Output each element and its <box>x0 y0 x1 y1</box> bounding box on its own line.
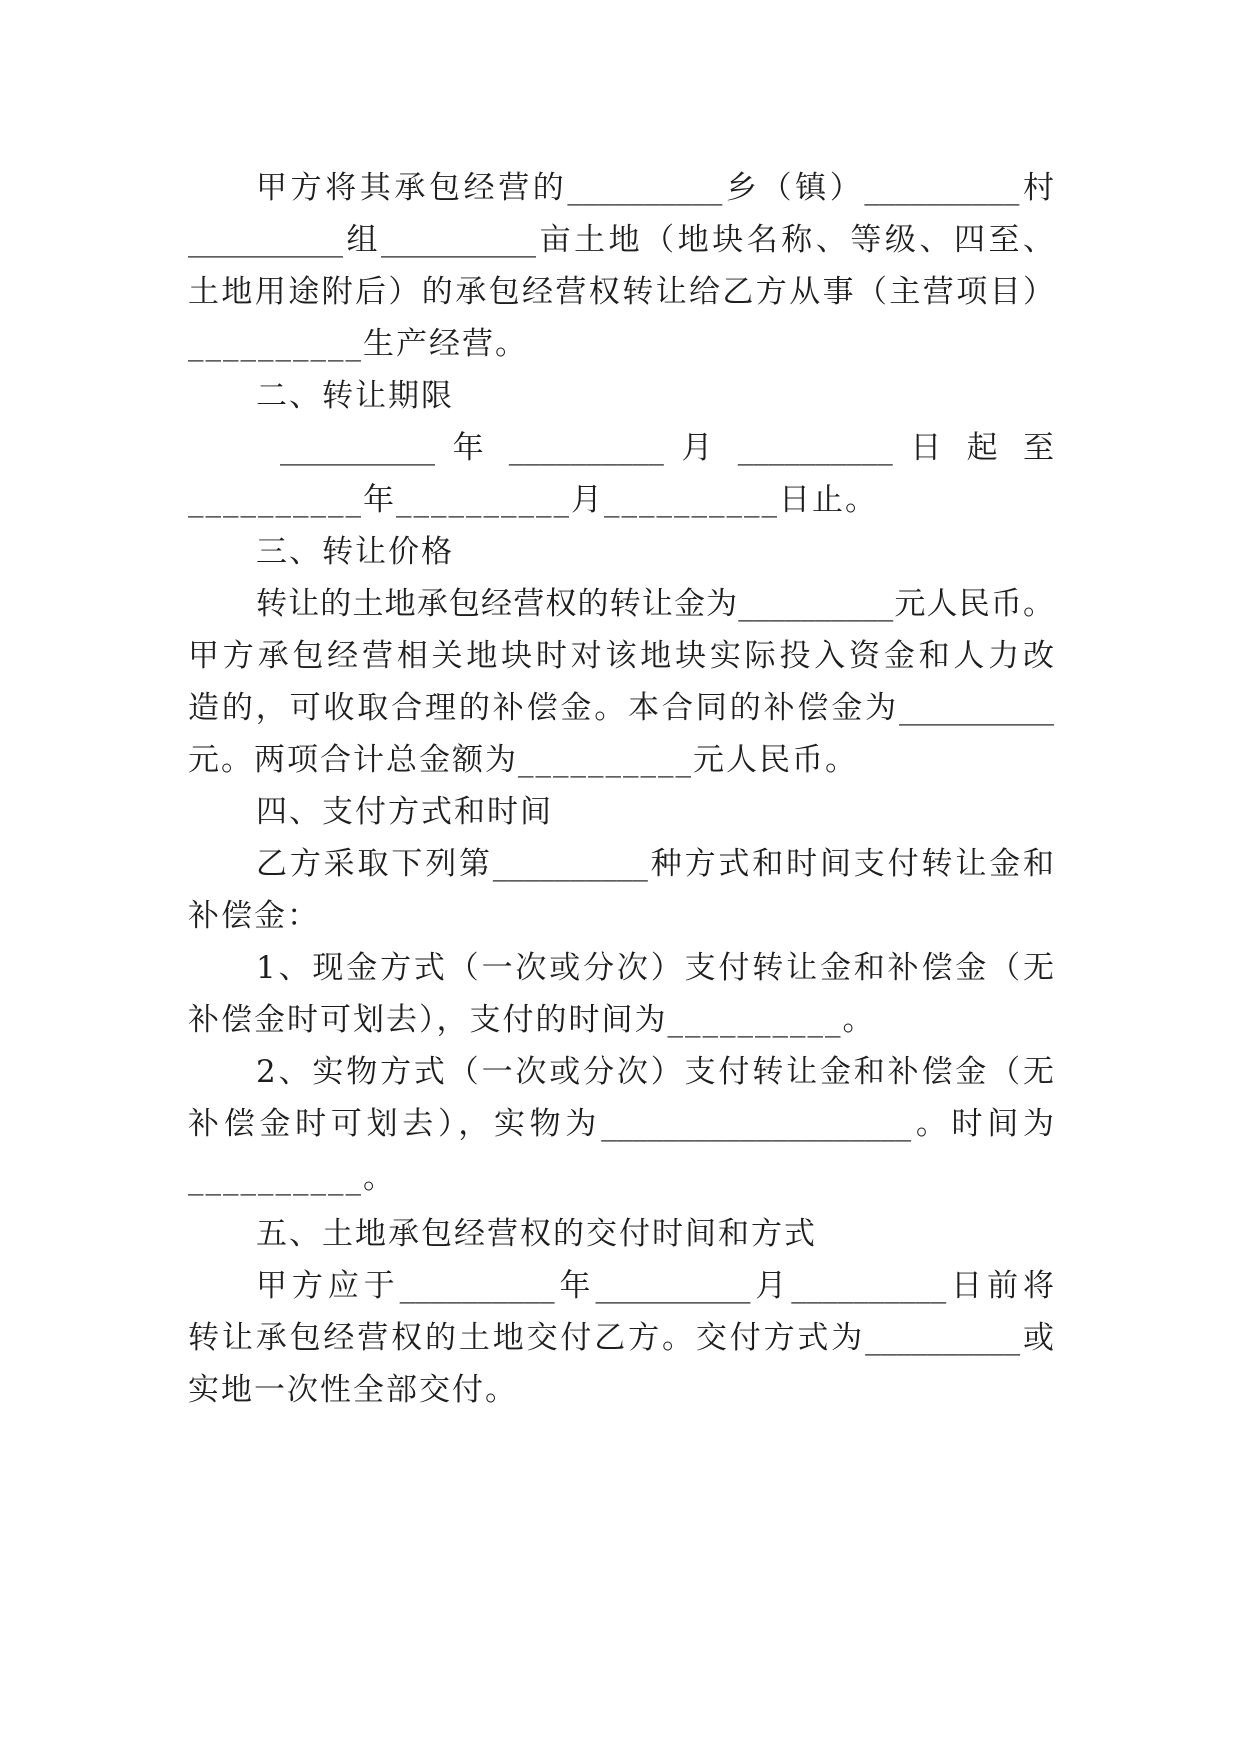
text-line: 实地一次性全部交付。 <box>188 1372 518 1408</box>
text-line: 2、实物方式（一次或分次）支付转让金和补偿金（无 <box>256 1054 1054 1090</box>
text-line: 补偿金时可划去），支付的时间为__________。 <box>188 1002 876 1038</box>
text-line: __________组__________亩土地（地块名称、等级、四至、 <box>188 222 1054 258</box>
text-line: 元。两项合计总金额为__________元人民币。 <box>188 742 858 778</box>
text-line: __________生产经营。 <box>188 326 528 362</box>
text-line: 甲方应于__________年__________月__________日前将 <box>256 1268 1054 1304</box>
text-line: 补偿金： <box>188 898 320 934</box>
text-line: 转让的土地承包经营权的转让金为__________元人民币。 <box>256 586 1054 622</box>
text-line: __________年__________月__________日止。 <box>188 482 878 518</box>
text-line: 甲方将其承包经营的__________乡（镇）__________村 <box>256 170 1054 206</box>
section-heading: 三、转让价格 <box>256 534 454 570</box>
section-heading: 四、支付方式和时间 <box>256 794 553 830</box>
text-line: 1、现金方式（一次或分次）支付转让金和补偿金（无 <box>256 950 1054 986</box>
text-line: 乙方采取下列第__________种方式和时间支付转让金和 <box>256 846 1054 882</box>
text-line: __________ 年 __________ 月 __________ 日 起 至 <box>280 430 1054 466</box>
text-line: 甲方承包经营相关地块时对该地块实际投入资金和人力改 <box>188 638 1054 674</box>
text-line: 造的，可收取合理的补偿金。本合同的补偿金为__________ <box>188 690 1054 726</box>
text-line: 补偿金时可划去），实物为____________________。时间为 <box>188 1106 1054 1142</box>
text-line: __________。 <box>188 1160 396 1196</box>
section-heading: 五、土地承包经营权的交付时间和方式 <box>256 1216 817 1252</box>
section-heading: 二、转让期限 <box>256 378 454 414</box>
text-line: 土地用途附后）的承包经营权转让给乙方从事（主营项目） <box>188 274 1054 310</box>
text-line: 转让承包经营权的土地交付乙方。交付方式为__________或 <box>188 1320 1054 1356</box>
